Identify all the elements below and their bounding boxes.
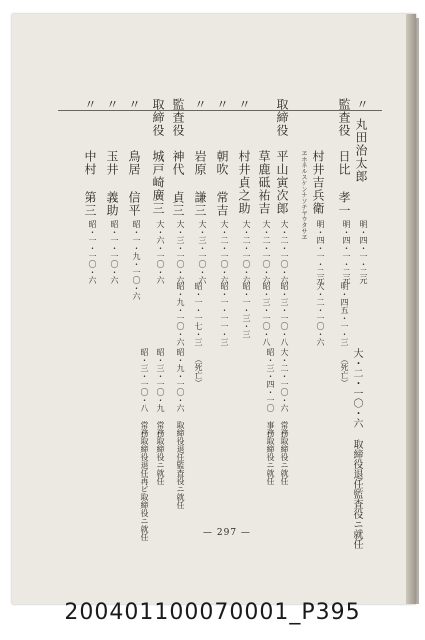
person-note-5b: 昭・三・四・一〇 事務取締役ニ就任 [266, 348, 275, 485]
role-ditto-7: 〃 [83, 98, 97, 111]
person-start-1: 明・四・一・二元 [359, 220, 368, 284]
person-note-9: 昭・九・一〇・六 取締役退任監査役ニ就任 [176, 348, 185, 509]
person-name-4: 平山寅次郎 [275, 150, 289, 215]
person-end-9: 昭・九・一〇・六 [176, 282, 185, 346]
person-start-7: 大・二・一〇・六 [220, 220, 229, 284]
person-start-5: 大・二・一〇・六 [262, 220, 271, 284]
person-start-4: 大・二・一〇・六 [280, 220, 289, 284]
role-ditto-6: 〃 [105, 98, 119, 111]
role-director-1: 取締役 [275, 98, 289, 137]
person-note-1: 大・二・一〇・六 取締役退任監査役ニ就任 [351, 348, 362, 549]
person-start-11: 昭・一・九・一〇・六 [132, 220, 141, 300]
person-start-8: 大・三・一〇・六 [198, 220, 207, 284]
image-id-caption: 200401100070001_P395 [64, 600, 361, 625]
person-name-9: 神代 貞三 [171, 150, 185, 217]
person-start-6: 大・二・一〇・六 [242, 220, 251, 284]
person-name-3: 村井吉兵衛 [311, 150, 325, 215]
person-note-10a: 昭・三・一〇・九 常務取締役ニ就任 [156, 348, 165, 485]
person-note-5a: 大・二・一〇・六 常務取締役ニ就任 [280, 348, 289, 485]
person-start-10: 大・六・一〇・六 [156, 220, 165, 284]
person-start-12: 昭・一・一〇・六 [110, 220, 119, 284]
person-name-11: 鳥居 信平 [127, 150, 141, 217]
person-end-5: 昭・三・一〇・八 [262, 282, 271, 346]
person-end-3: 大・二・一〇・六 [316, 282, 325, 346]
page-number: — 297 — [203, 528, 251, 538]
person-name-7: 朝吹 常吉 [215, 150, 229, 217]
person-name-8: 岩原 謙三 [193, 150, 207, 217]
role-auditor-2: 監査役 [171, 98, 185, 137]
person-name-12: 玉井 義助 [105, 150, 119, 217]
person-end-4: 昭・三・一〇・八 [280, 282, 289, 346]
person-start-2: 明・四・一・二元 [342, 220, 351, 284]
person-end-8: 昭・一・一七・三 （死亡） [194, 282, 203, 387]
page-gutter [406, 14, 416, 604]
person-name-5: 草鹿砥祐吉 [257, 150, 271, 215]
role-ditto-5: 〃 [127, 98, 141, 111]
person-name-1: 丸田治太郎 [354, 118, 368, 183]
person-note-10b: 昭・三・一〇・八 常務取締役退任再ビ取締役ニ就任 [140, 348, 149, 541]
person-name-6: 村井貞之助 [237, 150, 251, 215]
person-start-9: 大・三・一〇・六 [176, 220, 185, 284]
role-ditto-4: 〃 [193, 98, 207, 111]
person-end-6: 昭・一・三・三 [242, 282, 251, 338]
role-ditto-3: 〃 [215, 98, 229, 111]
role-auditor-1: 監査役 [337, 98, 351, 137]
role-ditto-2: 〃 [237, 98, 251, 111]
small-note: ヱホネルスケンナソチヤウタサヱ [300, 150, 307, 240]
person-end-2: 明・四五・一・三 （死亡） [340, 282, 349, 387]
person-end-7: 昭・一・一一・三 [220, 282, 229, 346]
role-director-2: 取締役 [151, 98, 165, 137]
person-name-13: 中村 第三 [83, 150, 97, 217]
person-start-13: 昭・一・一〇・六 [88, 220, 97, 284]
role-ditto-1: 〃 [355, 98, 369, 111]
person-name-2: 日比 孝一 [337, 150, 351, 217]
person-name-10: 城戸崎廣三 [151, 150, 165, 215]
person-start-3: 明・四・一・二元 [316, 220, 325, 284]
